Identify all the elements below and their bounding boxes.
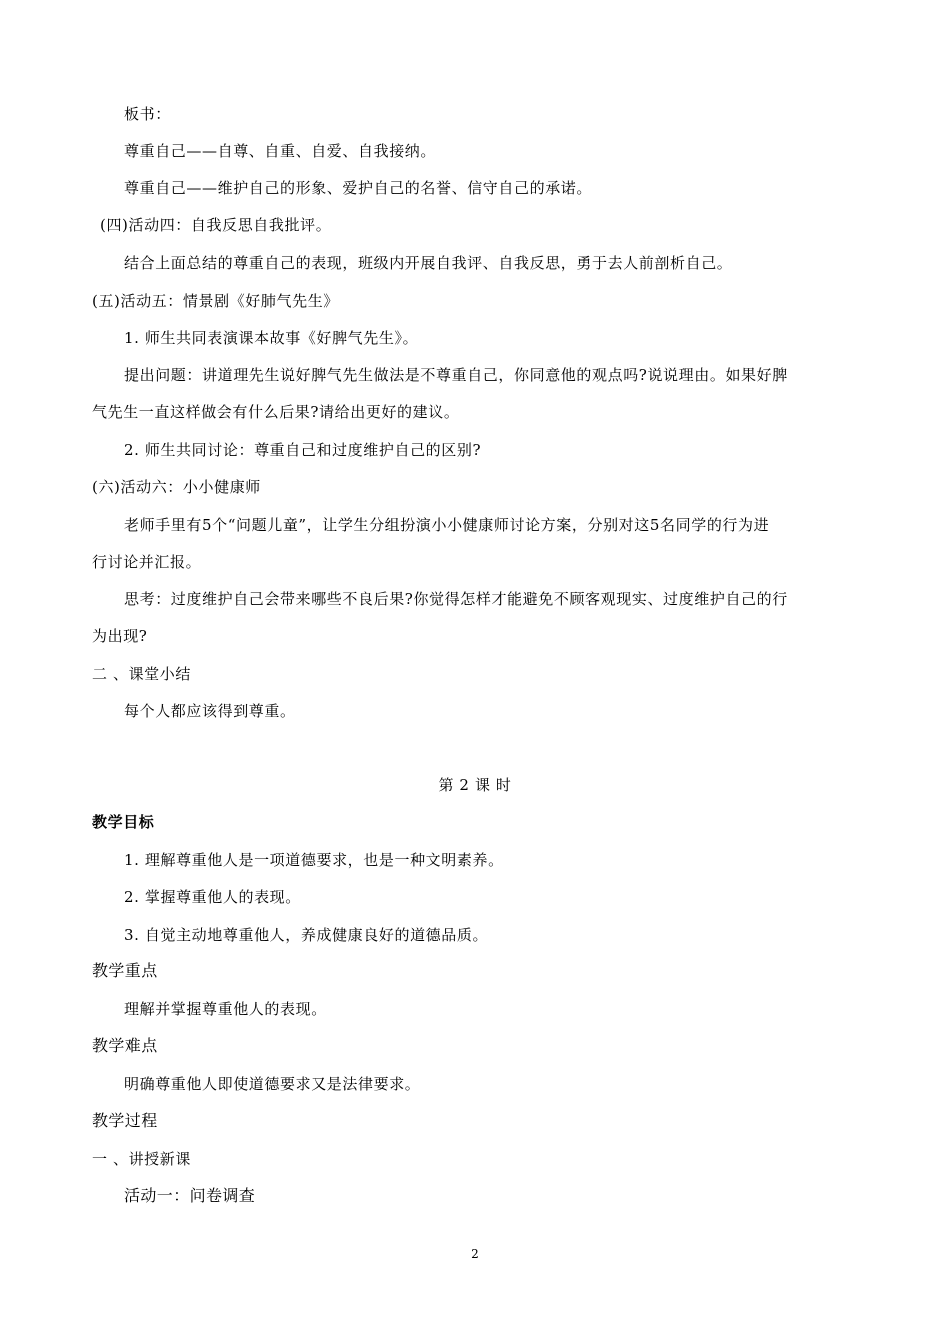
paragraph: 尊重自己——维护自己的形象、爱护自己的名誉、信守自己的承诺。 [124,179,593,197]
section-heading: 二 、课堂小结 [92,665,191,683]
paragraph: 尊重自己——自尊、自重、自爱、自我接纳。 [124,142,437,160]
list-item: 3. 自觉主动地尊重他人，养成健康良好的道德品质。 [124,926,489,944]
paragraph-continuation: 气先生一直这样做会有什么后果?请给出更好的建议。 [92,403,460,421]
paragraph: 明确尊重他人即使道德要求又是法律要求。 [124,1075,421,1093]
paragraph: 2. 师生共同讨论：尊重自己和过度维护自己的区别? [124,441,482,459]
paragraph: 结合上面总结的尊重自己的表现，班级内开展自我评、自我反思，勇于去人前剖析自己。 [124,254,733,272]
subheading: 教学难点 [92,1036,158,1055]
lesson-title: 第 2 课 时 [438,776,512,794]
list-item: 2. 掌握尊重他人的表现。 [124,888,301,906]
paragraph: 提出问题：讲道理先生说好脾气先生做法是不尊重自己，你同意他的观点吗?说说理由。如果好脾 [124,366,788,384]
paragraph-continuation: 为出现? [92,627,148,645]
page-number: 2 [471,1247,479,1261]
paragraph: 思考：过度维护自己会带来哪些不良后果?你觉得怎样才能避免不顾客观现实、过度维护自己的行 [124,590,788,608]
subheading: 教学重点 [92,961,158,980]
paragraph: 每个人都应该得到尊重。 [124,702,296,720]
paragraph-continuation: 行讨论并汇报。 [92,553,202,571]
paragraph: 活动一：问卷调查 [124,1186,256,1205]
section-heading: 一 、讲授新课 [92,1150,191,1168]
subheading: 教学过程 [92,1111,158,1130]
board-heading: 板书： [124,105,171,123]
list-item: 1. 理解尊重他人是一项道德要求，也是一种文明素养。 [124,851,504,869]
paragraph: 1. 师生共同表演课本故事《好脾气先生》。 [124,329,419,347]
section-heading: (五)活动五：情景剧《好肺气先生》 [92,292,339,310]
paragraph: 老师手里有5个“问题儿童”，让学生分组扮演小小健康师讨论方案，分别对这5名同学的行为进 [124,516,770,534]
section-heading: (四)活动四：自我反思自我批评。 [100,216,332,234]
subheading: 教学目标 [92,813,155,831]
paragraph: 理解并掌握尊重他人的表现。 [124,1000,327,1018]
section-heading: (六)活动六：小小健康师 [92,478,261,496]
